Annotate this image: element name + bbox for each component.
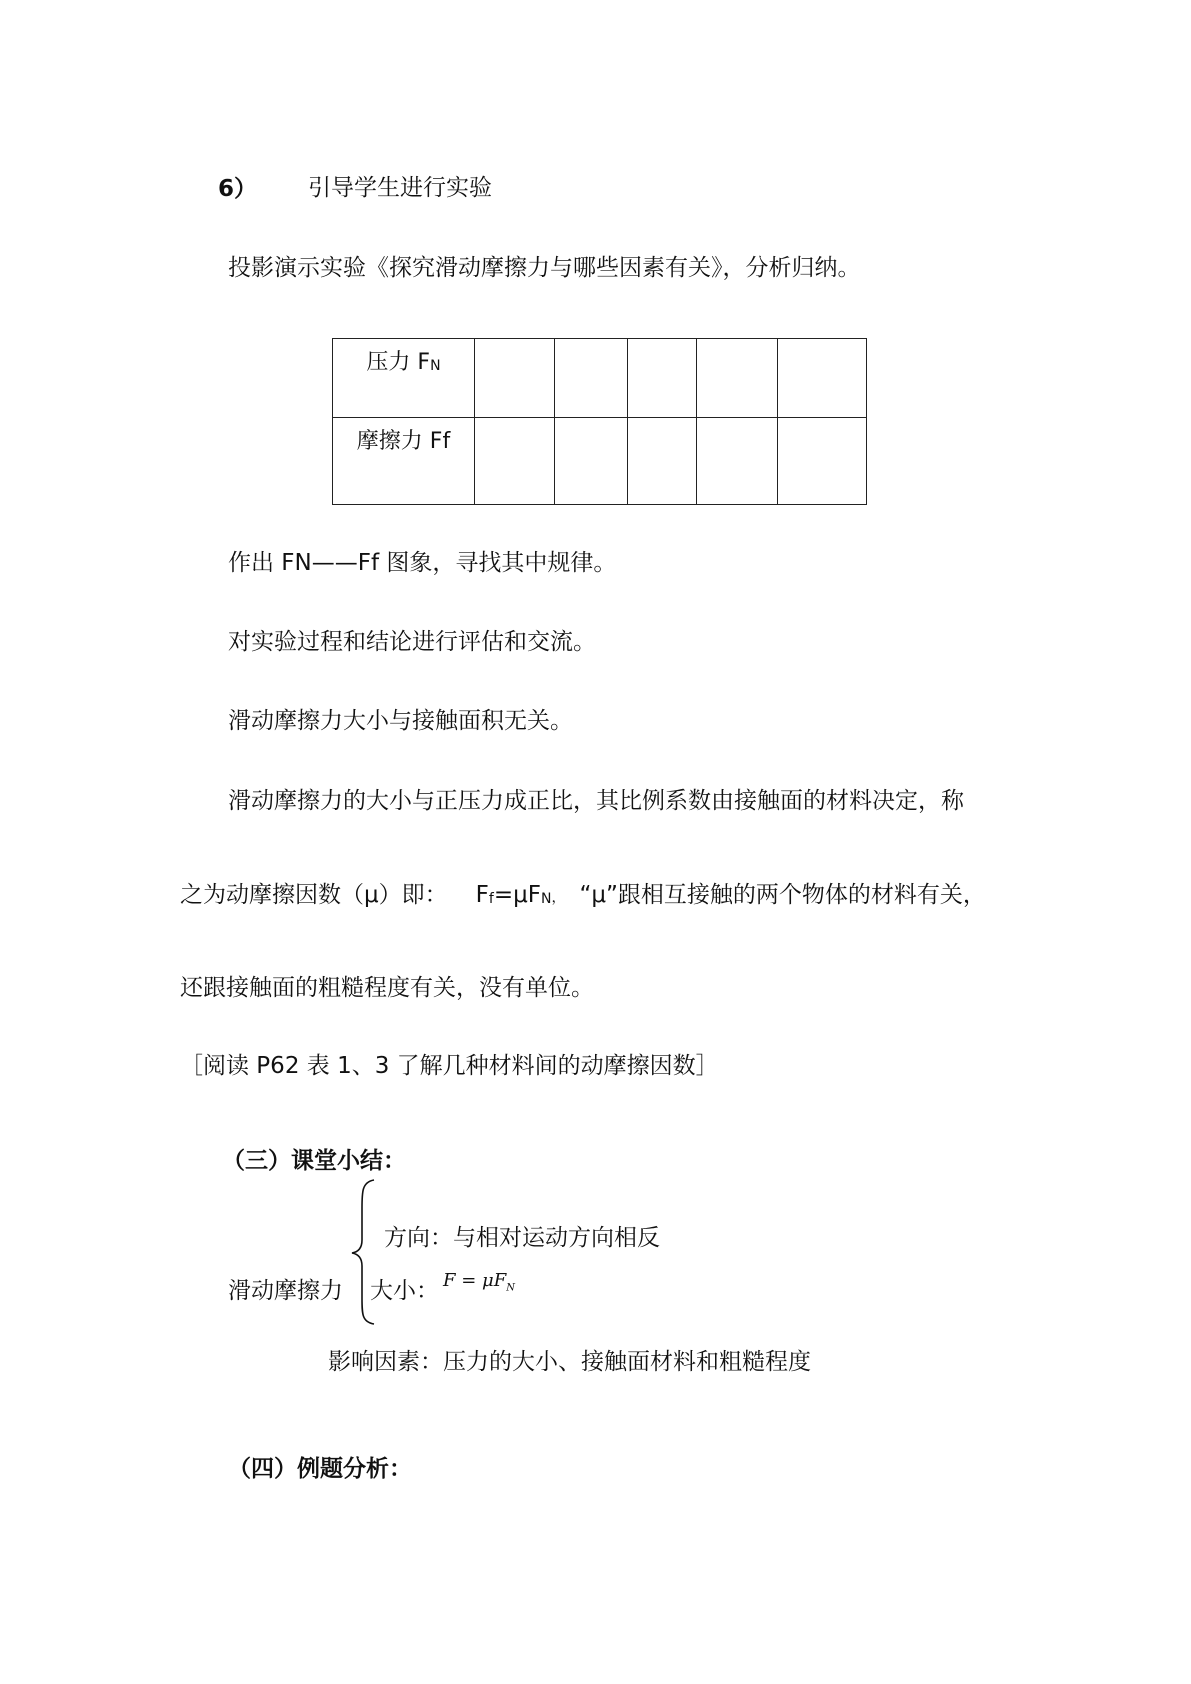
- table-header-friction: 摩擦力 Ff: [333, 418, 475, 505]
- section-summary-heading: （三）课堂小结：: [222, 1148, 406, 1174]
- paragraph-evaluate: 对实验过程和结论进行评估和交流。: [228, 629, 596, 655]
- table-cell: [697, 418, 778, 505]
- table-cell: [697, 339, 778, 418]
- table-cell: [555, 339, 628, 418]
- coefficient-note: “μ”跟相互接触的两个物体的材料有关，: [579, 882, 986, 908]
- paragraph-coefficient: [180, 884, 986, 907]
- summary-size: [370, 1270, 515, 1306]
- paragraph-roughness: 还跟接触面的粗糙程度有关，没有单位。: [180, 975, 594, 1001]
- coefficient-intro: 之为动摩擦因数（μ）即：: [180, 882, 448, 908]
- section-examples-heading: （四）例题分析：: [228, 1456, 412, 1482]
- friction-formula: $F_f=\mu F_N$，: [475, 882, 566, 908]
- table-cell: [628, 339, 697, 418]
- table-header-pressure: 压力 $F_N$: [333, 339, 475, 418]
- paragraph-area: 滑动摩擦力大小与接触面积无关。: [228, 708, 573, 734]
- summary-direction: 方向：与相对运动方向相反: [384, 1225, 660, 1251]
- summary-size-label: 大小：: [370, 1278, 439, 1304]
- experiment-table: [332, 338, 867, 505]
- paragraph-graph: 作出 FN——Ff 图象，寻找其中规律。: [228, 550, 617, 576]
- paragraph-proportional: 滑动摩擦力的大小与正压力成正比，其比例系数由接触面的材料决定，称: [228, 788, 964, 814]
- step-title: 引导学生进行实验: [308, 175, 492, 201]
- table-cell: [628, 418, 697, 505]
- table-row: [333, 418, 867, 505]
- table-cell: [778, 418, 867, 505]
- summary-root: 滑动摩擦力: [228, 1278, 343, 1304]
- table-cell: [475, 418, 555, 505]
- table-row: [333, 339, 867, 418]
- intro-paragraph: 投影演示实验《探究滑动摩擦力与哪些因素有关》，分析归纳。: [228, 255, 861, 281]
- summary-factors: 影响因素：压力的大小、接触面材料和粗糙程度: [328, 1349, 811, 1375]
- table-cell: [475, 339, 555, 418]
- summary-size-formula: F = μFN: [443, 1270, 515, 1294]
- table-cell: [778, 339, 867, 418]
- step-number: 6）: [218, 176, 258, 202]
- table-cell: [555, 418, 628, 505]
- reading-note: ［阅读 P62 表 1、3 了解几种材料间的动摩擦因数］: [180, 1053, 719, 1079]
